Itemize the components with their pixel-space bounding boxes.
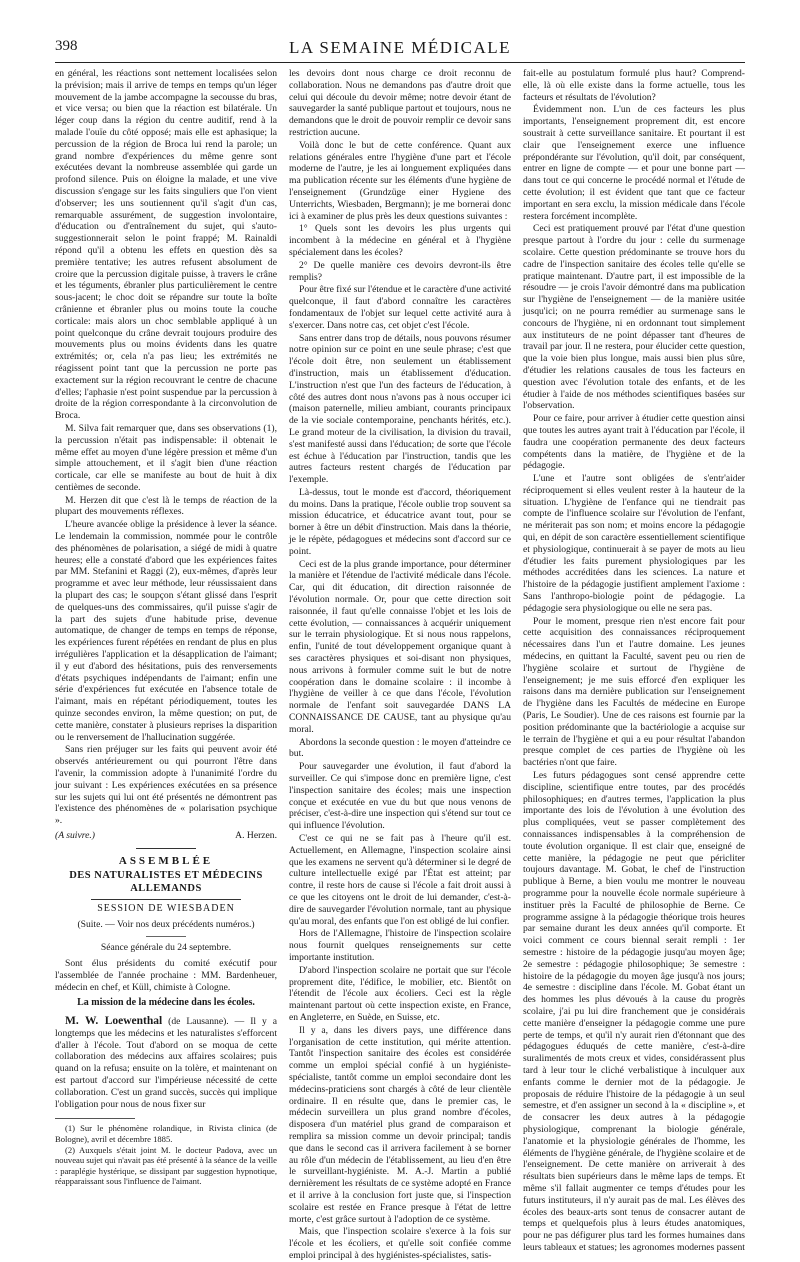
paragraph: D'abord l'inspection scolaire ne portait que sur l'école proprement dite, l'édifice, le mobilier, etc. Bientôt on l'étendit de l'école aux écoliers. Ceci est la règle maintenant partout où cette inspection existe, en France, en Angleterre, en Suède, en Suisse, etc. [289, 964, 511, 1023]
paragraph: M. Herzen dit que c'est là le temps de réaction de la plupart des mouvements réflexes. [55, 494, 277, 518]
paragraph: Pour le moment, presque rien n'est encore fait pour cette acquisition des connaissances réciproquement nécessaires dans l'un et l'autre domaine. Les jeunes médecins, en quittant la Faculté, savent peu ou rien de l'hygiène scolaire et surtout de l'hygiène de l'enseignement; je me suis efforcé d'en expliquer les raisons dans ma dernière publication sur l'enseignement de l'hygiène dans les Facultés de médecine en Europe (Paris, Le Soudier). Une de ces raisons est fournie par la position prédominante que la bactériologie a acquise sur le terrain de l'hygiène et qui a eu pour résultat l'abandon presque complet de ces parties de l'hygiène où les bactéries n'ont que faire. [523, 615, 745, 769]
section-title: ASSEMBLÉE [118, 854, 214, 867]
speech-text: (de Lausanne). — Il y a longtemps que les médecins et les naturalistes s'efforcent d'aller à l'école. Tout d'abord on se moqua de cette collaboration des médecins aux affaires scolaires; puis quand on la refusa; ensuite on la tolère, et maintenant on est partout d'accord sur l'impérieuse nécessité de cette collaboration. C'est un grand succès, succès qui implique l'obligation pour nous de nous fixer sur [55, 1015, 278, 1110]
author-signature: A. Herzen. [235, 830, 277, 841]
speaker-name: M. W. Loewenthal [65, 1014, 163, 1027]
paragraph: Sans entrer dans trop de détails, nous pouvons résumer notre opinion sur ce point en une seule phrase; c'est que l'école doit être, non seulement un établissement d'instruction, mais un établissement d'éducation. L'instruction n'est que l'un des facteurs de l'éducation, à côté des autres dont nous n'avons pas à nous occuper ici (maison paternelle, milieu ambiant, courants principaux de la vie sociale contemporaine, penchants hérités, etc.). Le grand moteur de la civilisation, la division du travail, s'est manifesté aussi dans l'éducation; de sorte que l'école est échue à l'éducation par l'instruction, tandis que les autres facteurs restent chargés de l'éducation par l'exemple. [289, 332, 511, 486]
paragraph: Sans rien préjuger sur les faits qui peuvent avoir été observés antérieurement ou qui pourront l'être dans l'avenir, la commission adopte à l'unanimité l'ordre du jour suivant : Les expériences exécutées en sa présence sur les sujets qui lui ont été présentés ne démontrent pas l'existence des phénomènes de « polarisation psychique ». [55, 744, 277, 827]
paragraph: C'est ce qui ne se fait pas à l'heure qu'il est. Actuellement, en Allemagne, l'inspection scolaire ainsi que les examens ne servent qu'à déterminer si le degré de culture intellectuelle exigé par l'État est atteint; par contre, il reste hors de cause si l'école a fait droit aussi à ce que les citoyens ont le droit de lui demander, c'est-à-dire de sauvegarder l'évolution normale, tant au physique qu'au moral, des enfants que l'on est obligé de lui confier. [289, 833, 511, 927]
separator [146, 936, 186, 937]
page-header [55, 38, 745, 60]
footnote: (2) Auxquels s'était joint M. le docteur Padova, avec un nouveau sujet qui n'avait pas été présenté à la séance de la veille : paraplégie hystérique, se dissipant par suggestion hypnotique, réapparaissant sous l'influence de l'aimant. [55, 1145, 277, 1186]
paragraph: Sont élus présidents du comité exécutif pour l'assemblée de l'année prochaine : MM. Bardenheuer, médecin en chef, et Küll, chimiste à Cologne. [55, 958, 277, 993]
to-be-continued: (A suivre.) [55, 830, 95, 841]
paragraph: en général, les réactions sont nettement localisées selon la prévision; mais il arrive de temps en temps qu'un léger mouvement de la jambe accompagne la secousse du bras, et vice versa; ou bien que la réaction est bilatérale. Un léger coup dans la région du centre auditif, rend à la malade l'ouïe du côté opposé; mais elle est aphasique; la percussion de la région de Broca lui rend la parole; un grand nombre d'expériences du même genre sont exécutées devant la nombreuse assemblée qui garde un profond silence. Puis on éloigne la malade, et une vive discussion s'engage sur les faits singuliers que l'on vient d'observer; les uns soutiennent qu'il s'agit d'un cas, remarquable assurément, de suggestion involontaire, d'éducation ou d'entraînement du sujet, qui s'auto-suggestionnerait selon le point frappé; M. Rainaldi répond qu'il a obtenu les effets en question dès sa première tentative; les autres refusent absolument de croire que la percussion digitale puisse, à travers le crâne et les téguments, ébranler plus particulièrement le centre sous-jacent; le choc doit se répandre sur toute la boîte crânienne et ébranler plus ou moins toute la couche corticale: mais alors un choc semblable appliqué à un point quelconque du crâne devrait toujours produire des mouvements plus ou moins évidents dans les quatre extrémités; or, cela n'a pas lieu; les extrémités ne réagissent point tant que la percussion ne porte pas exactement sur la région recouvrant le centre de chacune d'elles; l'aphasie n'est point suspendue par la percussion à droite de la région correspondante à la circonvolution de Broca. [55, 68, 277, 422]
article-signoff [55, 830, 277, 842]
column-1 [55, 68, 278, 1186]
paragraph: 2° De quelle manière ces devoirs devront-ils être remplis? [289, 259, 511, 283]
section-subtitle: DES NATURALISTES ET MÉDECINS ALLEMANDS [69, 870, 263, 895]
footnote-rule [55, 1118, 135, 1119]
paragraph: Pour ce faire, pour arriver à étudier cette question ainsi que toutes les autres ayant trait à l'éducation par l'école, il faudra une coopération permanente des deux facteurs compétents dans la matière, de l'hygiène et de la pédagogie. [523, 413, 745, 472]
paragraph: Pour sauvegarder une évolution, il faut d'abord la surveiller. Ce qui s'impose donc en première ligne, c'est l'inspection sanitaire des écoles; mais une inspection conçue et exécutée en vue du but que nous venons de préciser, c'est-à-dire une inspection qui s'étend sur tout ce qui influence l'évolution. [289, 761, 511, 832]
session-date: Séance générale du 24 septembre. [100, 942, 232, 954]
page-number: 398 [55, 38, 78, 54]
paragraph: Ceci est pratiquement prouvé par l'état d'une question presque partout à l'ordre du jour : celle du surmenage scolaire. Cette question prédominante se trouve hors du cadre de l'inspection sanitaire des écoles telle qu'elle se pratique maintenant. D'autre part, il est impossible de la résoudre — je crois l'avoir démontré dans ma publication sur l'hygiène de l'enseignement — de la manière usitée jusqu'ici; on ne pourra remédier au surmenage sans le concours de l'hygiène, ni en ordonnant tout simplement aux instituteurs de ne point dépasser tant d'heures de travail par jour. Il ne restera, pour élucider cette question, que la voie bien plus longue, mais aussi bien plus sûre, d'étudier les relations causales de tous les facteurs en question avec l'évolution totale des enfants, et de les étudier à l'aide de nos méthodes scientifiques basées sur l'observation. [523, 223, 745, 412]
paragraph: les devoirs dont nous charge ce droit reconnu de collaboration. Nous ne demandons pas d'autre droit que celui qui découle du devoir même; notre devoir étant de sauvegarder la santé publique partout et toujours, nous ne demandons que le droit de pouvoir remplir ce devoir sans restriction aucune. [289, 68, 511, 138]
suite-note: (Suite. — Voir nos deux précédents numéros.) [77, 919, 255, 931]
paragraph: Les futurs pédagogues sont censé apprendre cette discipline, scientifique entre toutes, par des procédés philosophiques; en d'autres termes, l'application la plus importante des lois de l'évolution à une évolution des plus compliquées, veut se passer complètement des connaissances indispensables à la compréhension de toute évolution organique. Il est clair que, enseigné de cette manière, la pédagogie ne peut que péricliter toujours davantage. M. Gobat, le chef de l'instruction publique à Berne, a bien voulu me montrer le nouveau programme pour la nouvelle école normale supérieure à instituer près la Faculté de philosophie de Berne. Ce programme assigne à la pédagogie théorique trois heures par semaine durant les deux années qu'il comporte. Et voici comment ce cours biennal serait rempli : 1er semestre : histoire de la pédagogie jusqu'au moyen âge; 2e semestre : pédagogie philosophique; 3e semestre : histoire de la pédagogie du moyen âge jusqu'à nos jours; 4e semestre : discipline dans l'école. M. Gobat étant un des hommes les plus dévoués à la cause du progrès scolaire, j'ai pu lui dire franchement que je considérais cette manière d'enseigner la pédagogie comme une pure perte de temps, et qu'il n'y aurait rien d'étonnant que des pédagogues éduqués de cette manière, c'est-à-dire suralimentés de mots creux et vides, considérassent plus tard à leur tour le cliché verbalistique à inculquer aux enfants comme le dernier mot de la pédagogie. Je proposais de réduire l'histoire de la pédagogie à un seul semestre, et d'en assigner un second à la « discipline », et de consacrer les deux autres à la pédagogie physiologique, comprenant la biologie générale, l'anatomie et la physiologie générales de l'homme, les éléments de l'hygiène générale, de l'hygiène scolaire et de l'enseignement. De cette manière on arriverait à des résultats bien supérieurs dans le même laps de temps. Et même s'il fallait augmenter ce temps d'études pour les futurs instituteurs, il n'y aurait pas de mal. Les élèves des écoles des beaux-arts sont tenus de consacrer autant de temps et quelquefois plus à leurs études anatomiques, pour ne pas défigurer plus tard les formes humaines dans leurs tableaux et statues; les agronomes modernes passent [523, 770, 745, 1253]
paragraph: 1° Quels sont les devoirs les plus urgents qui incombent à la médecine en général et à l'hygiène spécialement dans les écoles? [289, 223, 511, 258]
journal-title: LA SEMAINE MÉDICALE [288, 38, 512, 57]
paragraph: M. Silva fait remarquer que, dans ses observations (1), la percussion n'était pas indispensable: il obtenait le même effet au moyen d'une légère pression et même d'un simple attouchement, et il s'agit bien d'une réaction corticale, car elle se manifeste au bout de huit à dix centièmes de seconde. [55, 422, 277, 493]
speech-paragraph [55, 1014, 277, 1111]
paragraph: L'une et l'autre sont obligées de s'entr'aider réciproquement si elles veulent rester à la hauteur de la situation. L'hygiène de l'enfance qui ne tiendrait pas compte de l'influence scolaire sur l'évolution de l'enfant, ne mériterait pas son nom; et moins encore la pédagogie qui, en dépit de son caractère essentiellement scientifique et physiologique, continuerait à se payer de mots au lieu d'étudier les faits purement physiologiques par les méthodes accréditées dans les sciences. La nature et l'histoire de la pédagogie justifient amplement l'axiome : Sans l'anthropo-biologie point de pédagogie. La pédagogie sera physiologique ou elle ne sera pas. [523, 473, 745, 614]
section-rule [91, 899, 241, 900]
paragraph: Hors de l'Allemagne, l'histoire de l'inspection scolaire nous fournit quelques renseignements sur cette importante institution. [289, 928, 511, 963]
paragraph: Évidemment non. L'un de ces facteurs les plus importants, l'enseignement proprement dit, est encore soustrait à cette surveillance sanitaire. Et pourtant il est clair que l'enseignement exerce une influence prépondérante sur l'évolution, qu'il doit, par conséquent, entrer en ligne de compte — et pour une bonne part — dans tout ce qui concerne le procédé normal et l'étude de cette évolution; il est évident que tant que ce facteur important en sera exclu, la mission médicale dans l'école restera forcément incomplète. [523, 104, 745, 222]
header-rule [55, 62, 745, 63]
column-3 [523, 68, 745, 1253]
paragraph: Là-dessus, tout le monde est d'accord, théoriquement du moins. Dans la pratique, l'école oublie trop souvent sa mission éducatrice, et éducatrice avant tout, pour se borner à être un débit d'instruction. Mais dans la théorie, je le répète, pédagogues et médecins sont d'accord sur ce point. [289, 486, 511, 557]
paragraph: Abordons la seconde question : le moyen d'atteindre ce but. [289, 736, 511, 760]
footnote: (1) Sur le phénomène rolandique, in Rivista clinica (de Bologne), avril et décembre 1885. [55, 1123, 277, 1144]
topic-heading: La mission de la médecine dans les écoles. [77, 997, 255, 1009]
paragraph: Voilà donc le but de cette conférence. Quant aux relations générales entre l'hygiène d'une part et l'école moderne de l'autre, je les ai longuement expliquées dans ma publication récente sur les éléments d'une hygiène de l'enseignement (Grundzüge einer Hygiene des Unterrichts, Wiesbaden, Bergmann); je me bornerai donc ici à examiner de plus près les deux questions suivantes : [289, 139, 511, 222]
separator [136, 848, 196, 849]
paragraph: Mais, que l'inspection scolaire s'exerce à la fois sur l'école et les écoliers, et qu'elle soit confiée comme emploi principal à des hygiénistes-spécialistes, satis- [289, 1226, 511, 1261]
paragraph: L'heure avancée oblige la présidence à lever la séance. Le lendemain la commission, nommée pour le contrôle des phénomènes de polarisation, a siégé de midi à quatre heures; elle a constaté d'abord que les expériences faites par MM. Stefanini et Raggi (2), eux-mêmes, d'après leur programme et avec leur méthode, leur réussissaient dans la plupart des cas; le soupçon s'étant glissé dans l'esprit de quelques-uns des commissaires, qu'il puisse s'agir de la part des sujets d'une habitude prise, devenue automatique, de changer de temps en temps de réponse, les expériences furent répétées en rendant de plus en plus irrégulières l'application et la désapplication de l'aimant; il y eut d'abord des hésitations, puis des renversements d'états psychiques indépendants de l'aimant; enfin une série d'expériences fut exécutée en l'absence totale de l'aimant, mais en répétant périodiquement, toutes les quinze secondes environ, la même question; on put, de cette manière, constater à plusieurs reprises la disparition ou le renversement de l'hallucination suggérée. [55, 519, 277, 743]
session-name: SESSION DE WIESBADEN [97, 903, 235, 915]
paragraph: fait-elle au postulatum formulé plus haut? Comprend-elle, là où elle existe dans la forme actuelle, tous les facteurs et résultats de l'évolution? [523, 68, 745, 103]
paragraph: Pour être fixé sur l'étendue et le caractère d'une activité quelconque, il faut d'abord connaître les caractères fondamentaux de l'objet sur lequel cette activité aura à s'exercer. Dans notre cas, cet objet c'est l'école. [289, 284, 512, 331]
paragraph: Ceci est de la plus grande importance, pour déterminer la manière et l'étendue de l'activité médicale dans l'école. Car, qui dit éducation, dit direction raisonnée de l'évolution normale. Or, pour que cette direction soit raisonnée, il faut qu'elle connaisse l'objet et les lois de cette évolution, — connaissances à acquérir uniquement sur le terrain physiologique. Et si nous nous rappelons, enfin, l'unité de tout développement organique quant à ses caractères physiques et soi-disant non physiques, nous arrivons à formuler comme suit le but de notre coopération dans le domaine scolaire : il incombe à l'hygiène de veiller à ce que dans l'école, l'évolution normale de l'enfant soit sauvegardée DANS LA CONNAISSANCE DE CAUSE, tant au physique qu'au moral. [289, 558, 511, 735]
column-2 [289, 68, 512, 1261]
paragraph: Il y a, dans les divers pays, une différence dans l'organisation de cette institution, qui mérite attention. Tantôt l'inspection sanitaire des écoles est considérée comme un emploi spécial confié à un hygiéniste-spécialiste, tantôt comme un emploi secondaire dont les médecins-praticiens sont chargés à côté de leur clientèle ordinaire. Il en résulte que, dans le premier cas, le médecin surveillera un plus grand nombre d'écoles, disposera d'un matériel plus grand de comparaison et remplira sa mission comme un devoir principal; tandis que dans le second cas il arrivera facilement à se borner au rôle d'un médecin de l'établissement, au lieu d'en être le surveillant-hygiéniste. M. A.-J. Martin a publié dernièrement les résultats de ce système adopté en France et il arrive à la conclusion fort juste que, si l'inspection scolaire est restée en France presque à l'état de lettre morte, c'est grâce surtout à l'adoption de ce système. [289, 1024, 511, 1225]
